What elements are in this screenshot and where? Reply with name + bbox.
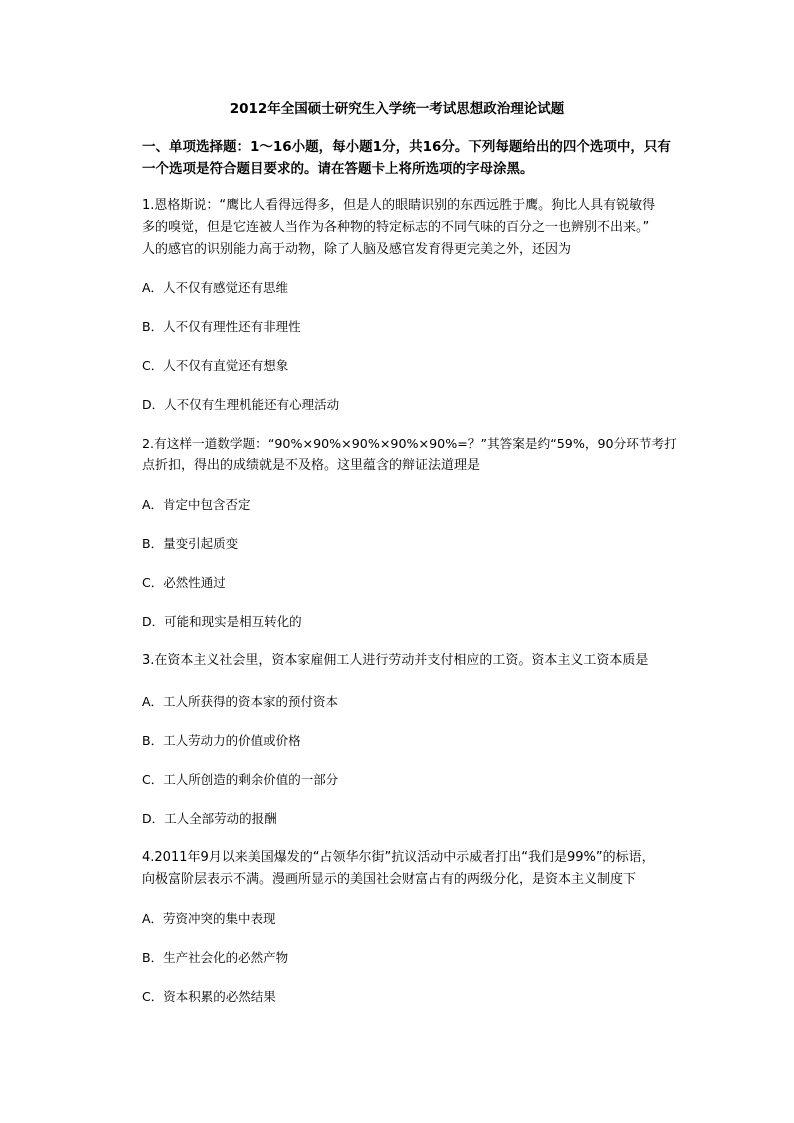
question-4-option-c: C．资本积累的必然结果	[142, 989, 276, 1004]
question-4-option-b: B．生产社会化的必然产物	[142, 950, 289, 965]
question-1-option-b: B．人不仅有理性还有非理性	[142, 319, 301, 334]
question-3-option-a: A．工人所获得的资本家的预付资本	[142, 694, 339, 709]
question-1-option-a: A．人不仅有感觉还有思维	[142, 280, 289, 295]
question-line: 1.恩格斯说：“鹰比人看得远得多，但是人的眼睛识别的东西远胜于鹰。狗比人具有锐敏得	[142, 198, 656, 213]
question-3-option-c: C．工人所创造的剩余价值的一部分	[142, 772, 339, 787]
document-title: 2012年全国硕士研究生入学统一考试思想政治理论试题	[229, 101, 565, 117]
question-2-option-d: D．可能和现实是相互转化的	[142, 614, 302, 629]
question-line: 3.在资本主义社会里，资本家雇佣工人进行劳动并支付相应的工资。资本主义工资本质是	[142, 653, 649, 668]
question-4-option-a: A．劳资冲突的集中表现	[142, 911, 276, 926]
question-4-stem	[142, 847, 677, 891]
question-line: 点折扣，得出的成绩就是不及格。这里蕴含的辩证法道理是	[142, 458, 481, 473]
section-header-line: 一、单项选择题：1～16小题，每小题1分，共16分。下列每题给出的四个选项中，只有	[142, 139, 671, 155]
question-1-option-d: D．人不仅有生理机能还有心理活动	[142, 397, 340, 412]
question-line: 向极富阶层表示不满。漫画所显示的美国社会财富占有的两级分化，是资本主义制度下	[142, 872, 637, 887]
question-line: 人的感官的识别能力高于动物，除了人脑及感官发育得更完美之外，还因为	[142, 242, 572, 257]
question-line: 多的嗅觉，但是它连被人当作为各种物的特定标志的不同气味的百分之一也辨别不出来。”	[142, 220, 650, 235]
section-header-line: 一个选项是符合题目要求的。请在答题卡上将所选项的字母涂黑。	[142, 161, 534, 177]
question-2-option-c: C．必然性通过	[142, 575, 226, 590]
question-2-option-a: A．肯定中包含否定	[142, 497, 251, 512]
question-line: 2.有这样一道数学题：“90%×90%×90%×90%×90%=？”其答案是约“59%，90分环节考打	[142, 436, 677, 451]
question-3-option-d: D．工人全部劳动的报酬	[142, 811, 277, 826]
question-1-stem	[142, 195, 677, 261]
question-3-stem	[142, 650, 677, 672]
section-header	[142, 136, 677, 180]
question-2-option-b: B．量变引起质变	[142, 536, 239, 551]
question-line: 4.2011年9月以来美国爆发的“占领华尔街”抗议活动中示威者打出“我们是99%”的标语，	[142, 850, 655, 865]
question-2-stem	[142, 433, 677, 477]
question-1-option-c: C．人不仅有直觉还有想象	[142, 358, 289, 373]
question-3-option-b: B．工人劳动力的价值或价格	[142, 733, 301, 748]
